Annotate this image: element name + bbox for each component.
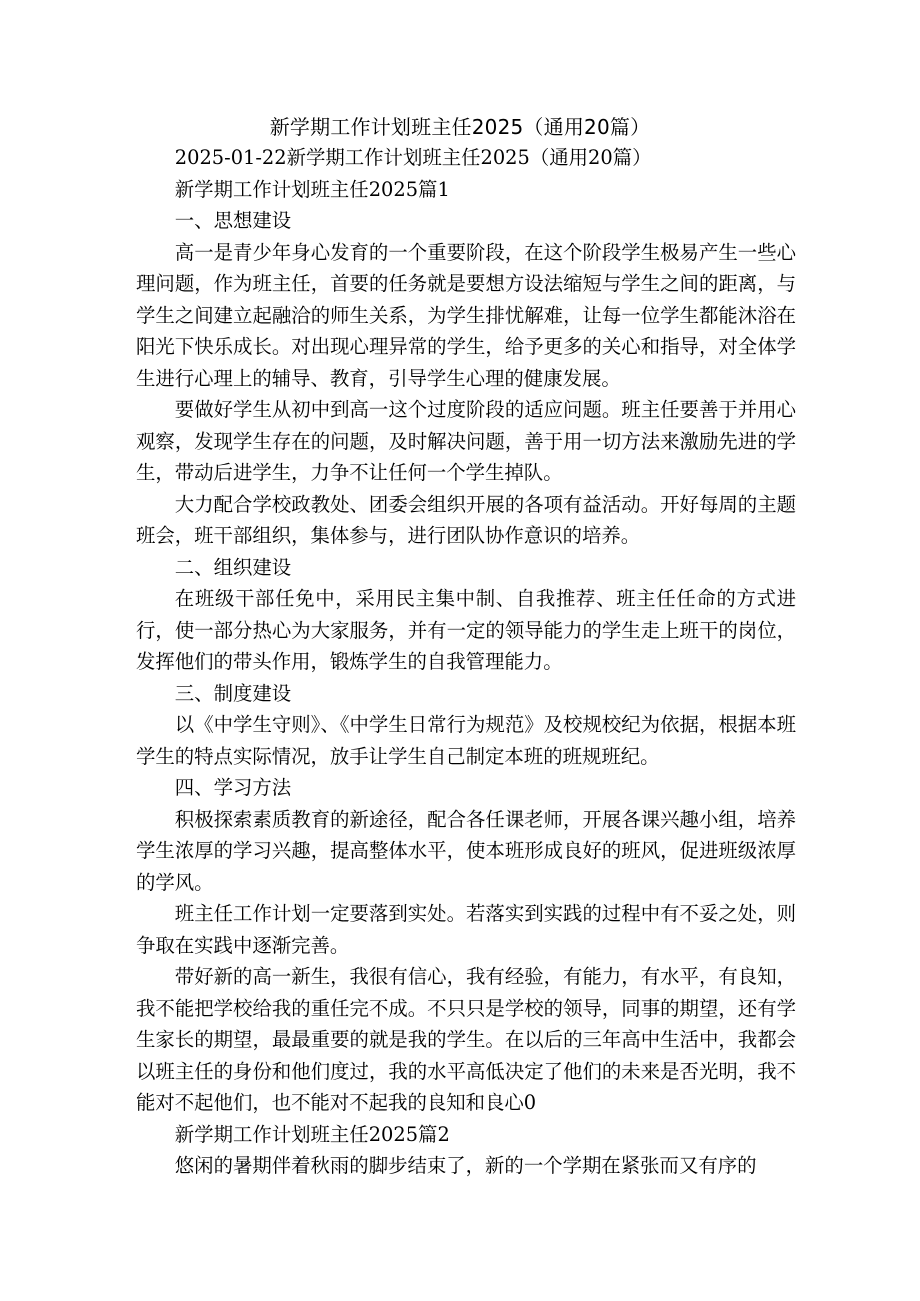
date-line: 2025-01-22新学期工作计划班主任2025（通用20篇）: [174, 146, 652, 169]
document-body: [136, 142, 796, 1182]
body-paragraph: 以《中学生守则》、《中学生日常行为规范》及校规校纪为依据，根据本班学生的特点实际情况，放手让学生自己制定本班的班规班纪。: [136, 713, 796, 768]
section-heading: 新学期工作计划班主任2025篇1: [174, 177, 450, 201]
subheading: 二、组织建设: [174, 555, 292, 579]
subheading: 四、学习方法: [174, 776, 292, 799]
subheading: 一、思想建设: [174, 209, 292, 232]
body-paragraph: 在班级干部任免中，采用民主集中制、自我推荐、班主任任命的方式进行，使一部分热心为大家服务，并有一定的领导能力的学生走上班干的岗位，发挥他们的带头作用，锻炼学生的自我管理能力。: [136, 587, 796, 673]
body-paragraph: 悠闲的暑期伴着秋雨的脚步结束了，新的一个学期在紧张而又有序的: [174, 1154, 757, 1177]
subheading: 三、制度建设: [174, 681, 292, 705]
body-paragraph: 带好新的高一新生，我很有信心，我有经验，有能力，有水平，有良知，我不能把学校给我的重任完不成。不只只是学校的领导，同事的期望，还有学生家长的期望，最最重要的就是我的学生。在以后的三年高中生活中，我都会以班主任的身份和他们度过，我的水平高低决定了他们的未来是否光明，我不能对不起他们，也不能对不起我的良知和良心0: [136, 965, 796, 1114]
body-paragraph: 高一是青少年身心发育的一个重要阶段，在这个阶段学生极易产生一些心理问题，作为班主任，首要的任务就是要想方设法缩短与学生之间的距离，与学生之间建立起融洽的师生关系，为学生排忧解难，让每一位学生都能沐浴在阳光下快乐成长。对出现心理异常的学生，给予更多的关心和指导，对全体学生进行心理上的辅导、教育，引导学生心理的健康发展。: [136, 240, 796, 390]
body-paragraph: 大力配合学校政教处、团委会组织开展的各项有益活动。开好每周的主题班会，班干部组织，集体参与，进行团队协作意识的培养。: [136, 492, 796, 547]
body-paragraph: 班主任工作计划一定要落到实处。若落实到实践的过程中有不妥之处，则争取在实践中逐渐完善。: [136, 902, 796, 957]
document-title: 新学期工作计划班主任2025（通用20篇）: [269, 115, 651, 139]
body-paragraph: 积极探索素质教育的新途径，配合各任课老师，开展各课兴趣小组，培养学生浓厚的学习兴趣，提高整体水平，使本班形成良好的班风，促进班级浓厚的学风。: [136, 807, 796, 894]
section-heading: 新学期工作计划班主任2025篇2: [174, 1122, 450, 1146]
body-paragraph: 要做好学生从初中到高一这个过度阶段的适应问题。班主任要善于并用心观察，发现学生存在的问题，及时解决问题，善于用一切方法来激励先进的学生，带动后进学生，力争不让任何一个学生掉队。: [136, 398, 796, 484]
